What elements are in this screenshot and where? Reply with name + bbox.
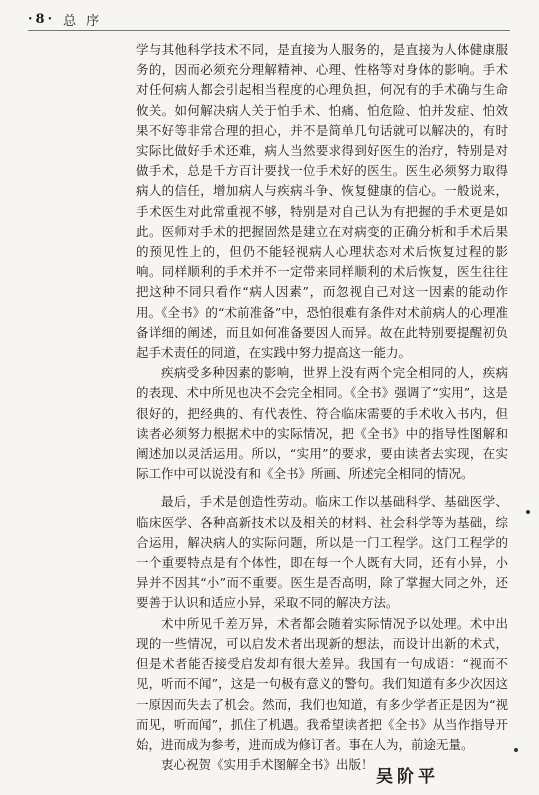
page-header [28, 10, 109, 29]
paragraph-5: 衷心祝贺《实用手术图解全书》出版！ [161, 757, 374, 773]
author-signature: 吴阶平 [376, 767, 439, 787]
paragraph-3: 最后，手术是创造性劳动。临床工作以基础科学、基础医学、临床医学、各种高新技术以及相关的材料、社会科学等为基础，综合运用，解决病人的实际问题，所以是一门工程学。这门工程学的一个重要特点是有个体性，即在每一个人既有大同，还有小异，小异并不因其“小”而不重要。医生是否高明，除了掌握大同之外，还要善于认识和适应小异，采取不同的解决方法。 [136, 494, 508, 611]
paragraph-4: 术中所见千差万异，术者都会随着实际情况予以处理。术中出现的一些情况，可以启发术者出现新的想法，而设计出新的术式，但是术者能否接受启发却有很大差异。我国有一句成语：“视而不见，听而不闻”，这是一句极有意义的警句。我们知道有多少次因这一原因而失去了机会。然而，我们也知道，有多少学者正是因为“视而见，听而闻”，抓住了机遇。我希望读者把《全书》从当作指导开始，进而成为参考，进而成为修订者。事在人为，前途无量。 [136, 615, 508, 752]
paragraph-gap [136, 484, 508, 492]
page-number: ·8· [28, 12, 56, 27]
scan-speck [514, 748, 518, 752]
preface-body [136, 40, 508, 775]
section-title: 总序 [63, 14, 110, 29]
paragraph-1: 学与其他科学技术不同，是直接为人服务的，是直接为人体健康服务的，因而必须充分理解精神、心理、性格等对身体的影响。手术对任何病人都会引起相当程度的心理负担，何况有的手术确与生命攸关。如何解决病人关于怕手术、怕痛、怕危险、怕并发症、怕效果不好等非常合理的担心，并不是简单几句话就可以解决的，有时实际比做好手术还难，病人当然要求得到好医生的治疗，特别是对做手术，总是千方百计要找一位手术好的医生。医生必须努力取得病人的信任，增加病人与疾病斗争、恢复健康的信心。一般说来，手术医生对此常重视不够，特别是对自己认为有把握的手术更是如此。医师对手术的把握固然是建立在对病变的正确分析和手术后果的预见性上的，但仍不能轻视病人心理状态对术后恢复过程的影响。同样顺利的手术并不一定带来同样顺利的术后恢复，医生往往把这种不同只看作“病人因素”，而忽视自己对这一因素的能动作用。《全书》的“术前准备”中，恐怕很难有条件对术前病人的心理准备详细的阐述，而且如何准备要因人而异。故在此特别要提醒初负起手术责任的同道，在实践中努力提高这一能力。 [136, 42, 508, 361]
header-rule [28, 30, 510, 31]
paragraph-2: 疾病受多种因素的影响，世界上没有两个完全相同的人，疾病的表现、术中所见也决不会完全相同。《全书》强调了“实用”，这是很好的，把经典的、有代表性、符合临床需要的手术收入书内，但读者必须努力根据术中的实际情况，把《全书》中的指导性图解和阐述加以灵活运用。所以，“实用”的要求，要由读者去实现，在实际工作中可以说没有和《全书》所画、所述完全相同的情况。 [136, 365, 508, 482]
scan-speck [526, 510, 530, 514]
